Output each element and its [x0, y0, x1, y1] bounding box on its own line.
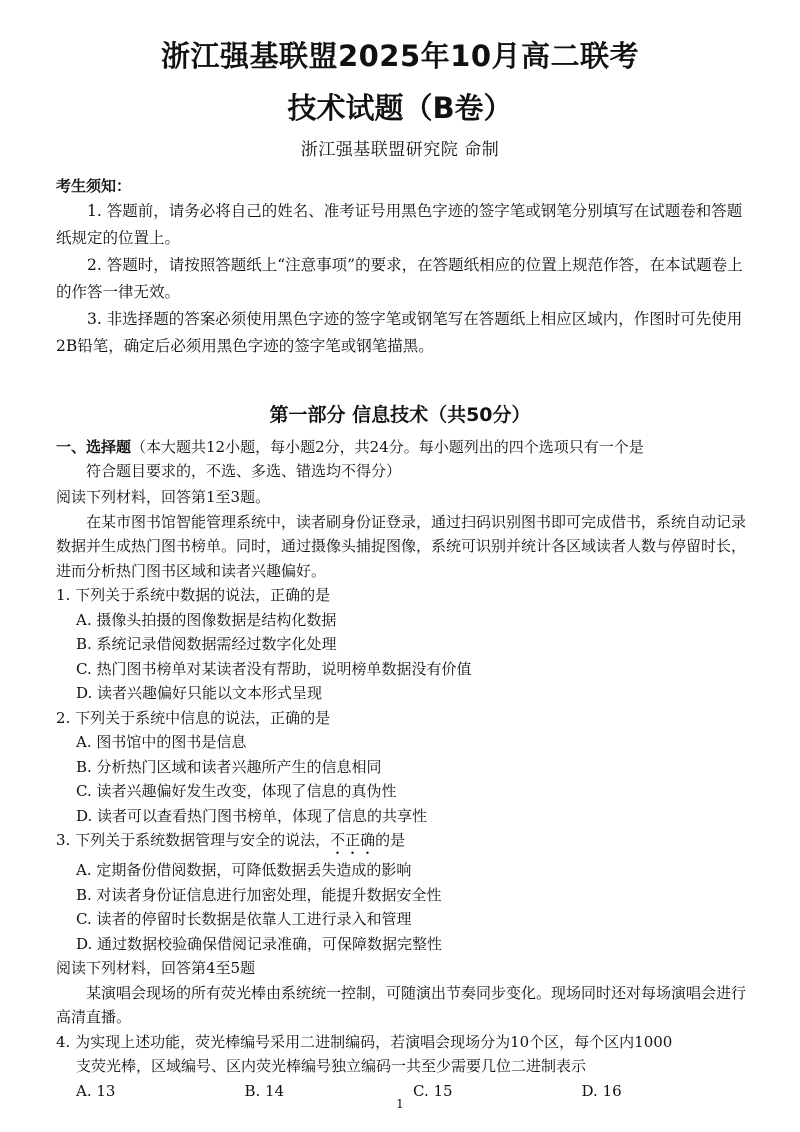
material-lead: 阅读下列材料，回答第1至3题。 — [56, 488, 271, 506]
notice-heading: 考生须知： — [56, 177, 132, 195]
exam-title: 浙江强基联盟2025年10月高二联考 — [160, 39, 640, 73]
notice-item: 3. 非选择题的答案必须使用黑色字迹的签字笔或钢笔写在答题纸上相应区域内，作图时可先使用2B铅笔，确定后必须用黑色字迹的签字笔或钢笔描黑。 — [56, 310, 743, 355]
option: B. 14 — [244, 1081, 285, 1100]
material-text: 在某市图书馆智能管理系统中，读者刷身份证登录，通过扫码识别图书即可完成借书，系统自动记录数据并生成热门图书榜单。同时，通过摄像头捕捉图像，系统可识别并统计各区域读者人数与停留时长，进而分析热门图书区域和读者兴趣偏好。 — [56, 512, 747, 580]
mcq-desc-cont: 符合题目要求的，不选、多选、错选均不得分） — [86, 462, 402, 480]
notice-item: 1. 答题前，请务必将自己的姓名、准考证号用黑色字迹的签字笔或钢笔分别填写在试题卷和答题纸规定的位置上。 — [56, 202, 743, 247]
material-lead: 阅读下列材料，回答第4至5题 — [56, 959, 256, 977]
mcq-label: 一、选择题 — [56, 438, 132, 456]
material-text: 某演唱会现场的所有荧光棒由系统统一控制，可随演出节奏同步变化。现场同时还对每场演唱会进行高清直播。 — [56, 983, 747, 1026]
notice-item: 2. 答题时，请按照答题纸上“注意事项”的要求，在答题纸相应的位置上规范作答，在本试题卷上的作答一律无效。 — [56, 256, 743, 301]
questions-area — [56, 485, 750, 1103]
question-4-cont: 支荧光棒，区域编号、区内荧光棒编号独立编码一共至少需要几位二进制表示 — [76, 1057, 587, 1075]
option: D. 读者可以查看热门图书榜单，体现了信息的共享性 — [76, 806, 428, 825]
option: C. 热门图书榜单对某读者没有帮助，说明榜单数据没有价值 — [76, 659, 472, 678]
question-1: 1. 下列关于系统中数据的说法，正确的是 — [56, 586, 331, 604]
option: B. 对读者身份证信息进行加密处理，能提升数据安全性 — [76, 885, 442, 904]
option: B. 系统记录借阅数据需经过数字化处理 — [76, 635, 337, 653]
question-2: 2. 下列关于系统中信息的说法，正确的是 — [56, 708, 331, 727]
page-number: 1 — [396, 1097, 404, 1111]
exam-author: 浙江强基联盟研究院 命制 — [300, 140, 500, 160]
exam-subtitle-paper: 技术试题（B卷） — [287, 91, 513, 125]
option: A. 图书馆中的图书是信息 — [76, 733, 247, 751]
option: A. 定期备份借阅数据，可降低数据丢失造成的影响 — [76, 861, 412, 879]
notice-list — [56, 198, 750, 360]
question-3-stem-end: 的是 — [375, 831, 406, 849]
option: A. 13 — [76, 1081, 116, 1100]
question-3-emphasis: 不正确 — [330, 831, 376, 849]
option: C. 读者兴趣偏好发生改变，体现了信息的真伪性 — [76, 782, 397, 800]
mcq-desc: （本大题共12小题，每小题2分，共24分。每小题列出的四个选项只有一个是 — [131, 438, 644, 456]
option: A. 摄像头拍摄的图像数据是结构化数据 — [76, 610, 337, 629]
mcq-instructions — [56, 435, 756, 483]
option: C. 15 — [413, 1081, 453, 1100]
option: D. 16 — [581, 1081, 622, 1100]
question-3 — [56, 828, 750, 858]
section-title: 第一部分 信息技术（共50分） — [269, 404, 531, 426]
question-3-stem: 3. 下列关于系统数据管理与安全的说法， — [56, 831, 331, 849]
question-4: 4. 为实现上述功能，荧光棒编号采用二进制编码，若演唱会现场分为10个区，每个区内1000 — [56, 1032, 673, 1051]
option: D. 读者兴趣偏好只能以文本形式呈现 — [76, 684, 323, 702]
option: D. 通过数据校验确保借阅记录准确，可保障数据完整性 — [76, 934, 443, 953]
option: C. 读者的停留时长数据是依靠人工进行录入和管理 — [76, 910, 412, 928]
option: B. 分析热门区域和读者兴趣所产生的信息相同 — [76, 757, 382, 776]
